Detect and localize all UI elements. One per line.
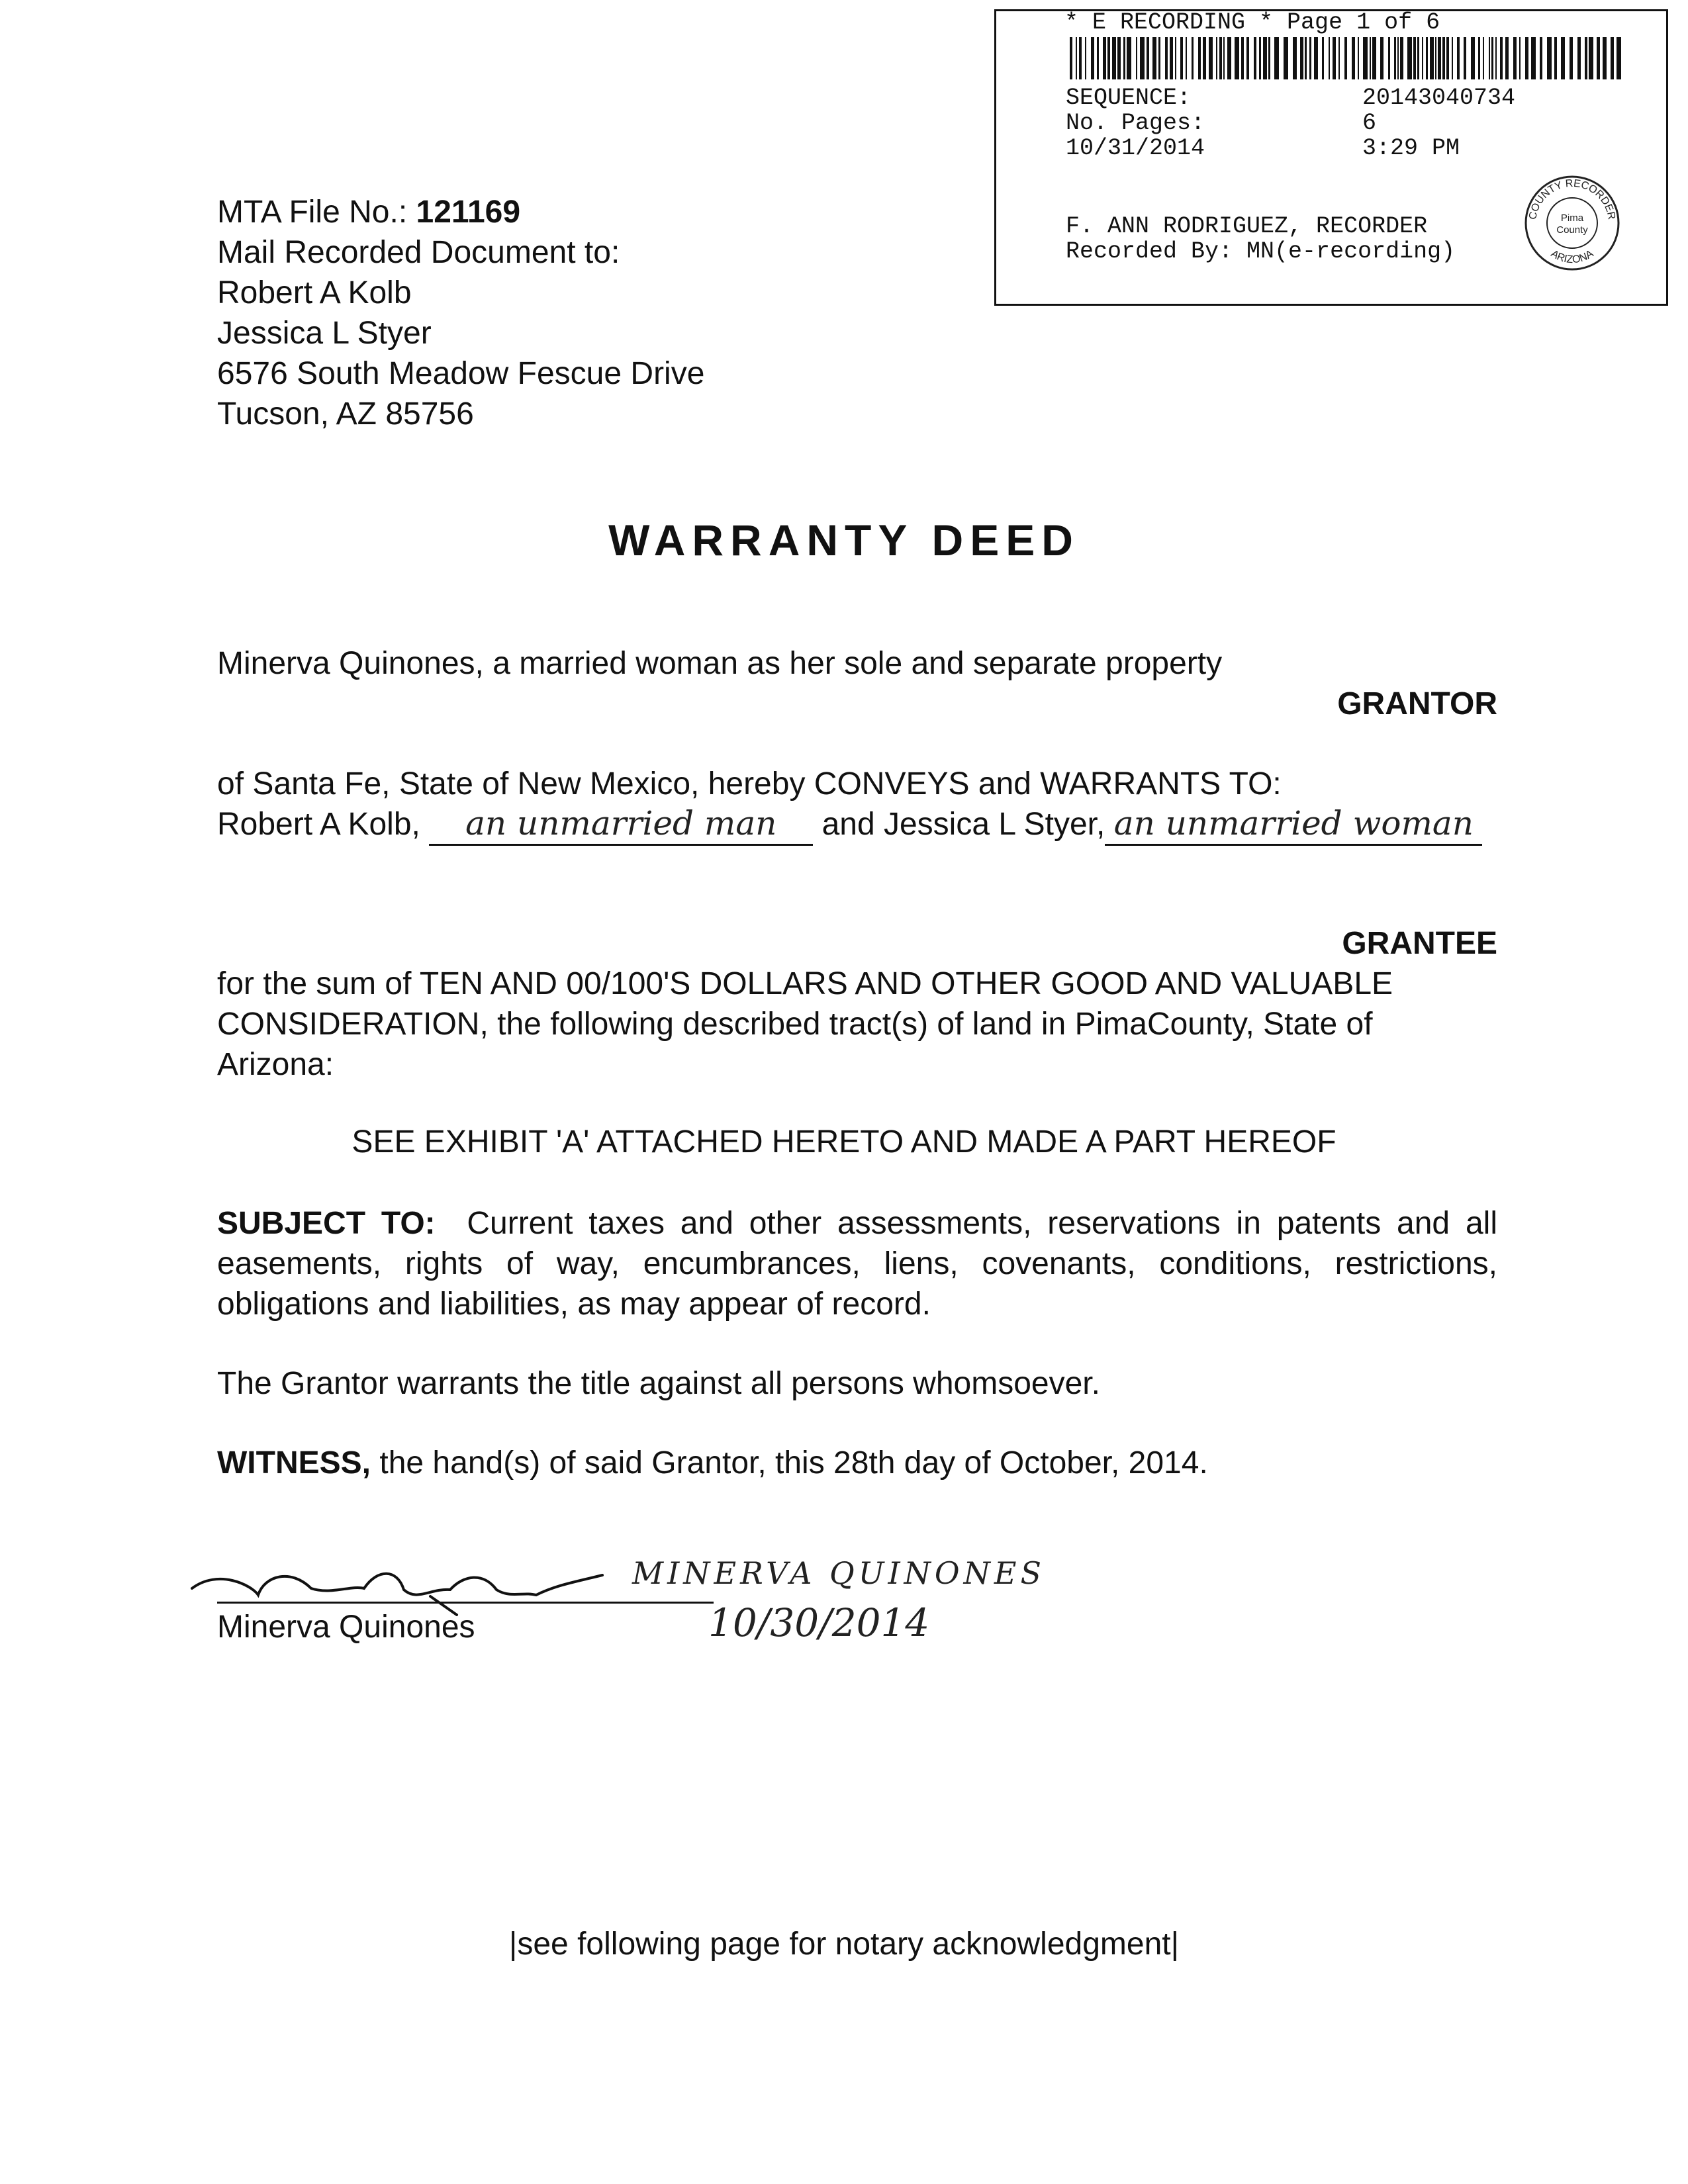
recording-time: 3:29 PM	[1362, 135, 1460, 161]
seal-center-1: Pima	[1560, 212, 1584, 224]
mail-line-2: Robert A Kolb	[217, 275, 412, 310]
witness-label: WITNESS,	[217, 1445, 371, 1480]
recorder-name: F. ANN RODRIGUEZ, RECORDER	[1066, 213, 1428, 240]
recorded-by: Recorded By: MN(e-recording)	[1066, 238, 1456, 265]
mail-line-5: Tucson, AZ 85756	[217, 396, 474, 432]
mail-line-3: Jessica L Styer	[217, 316, 432, 351]
county-seal-icon	[1523, 173, 1622, 273]
grantee-name-1: Robert A Kolb,	[217, 807, 420, 842]
handwritten-name: MINERVA QUINONES	[632, 1555, 1045, 1591]
subject-to-paragraph	[217, 1203, 1497, 1324]
notary-footer: |see following page for notary acknowledgment|	[508, 1927, 1180, 1962]
mail-block	[217, 192, 704, 434]
handwritten-date: 10/30/2014	[708, 1600, 930, 1645]
seal-bottom-text: ARIZONA	[1548, 248, 1596, 266]
grantor-label: GRANTOR	[1337, 686, 1497, 721]
conveys-line: of Santa Fe, State of New Mexico, hereby CONVEYS and WARRANTS TO:	[217, 766, 1282, 801]
warrants-text: The Grantor warrants the title against all persons whomsoever.	[217, 1366, 1100, 1401]
mail-line-1: Mail Recorded Document to:	[217, 235, 620, 270]
grantee-name-2: and Jessica L Styer,	[821, 807, 1105, 842]
handwritten-status-1: an unmarried man	[429, 803, 813, 846]
witness-line	[217, 1443, 1208, 1483]
stamp-header: * E RECORDING * Page 1 of 6	[1064, 9, 1440, 36]
recording-date: 10/31/2014	[1066, 135, 1205, 161]
file-label: MTA File No.:	[217, 195, 408, 230]
subject-to-label: SUBJECT TO:	[217, 1206, 436, 1241]
file-number: 121169	[416, 195, 521, 230]
consideration-text: for the sum of TEN AND 00/100'S DOLLARS AND OTHER GOOD AND VALUABLE CONSIDERATION, the following described tract(s) of land in PimaCounty, State of Arizona:	[217, 966, 1393, 1082]
grantee-names	[217, 803, 1482, 846]
subject-to-text: Current taxes and other assessments, reservations in patents and all easements, rights of way, encumbrances, liens, covenants, conditions, restrictions, obligations and liabilities, as may appear of record.	[217, 1206, 1497, 1322]
svg-text:ARIZONA	[1549, 248, 1596, 266]
witness-text: the hand(s) of said Grantor, this 28th day of October, 2014.	[379, 1445, 1208, 1480]
sequence-value: 20143040734	[1362, 85, 1516, 111]
grantor-text: Minerva Quinones, a married woman as her sole and separate property	[217, 646, 1223, 681]
mail-line-4: 6576 South Meadow Fescue Drive	[217, 356, 705, 391]
exhibit-line: SEE EXHIBIT 'A' ATTACHED HERETO AND MADE A PART HEREOF	[352, 1124, 1336, 1160]
pages-value: 6	[1362, 110, 1377, 136]
handwritten-status-2: an unmarried woman	[1105, 803, 1482, 846]
barcode	[1070, 37, 1626, 79]
signature-line	[217, 1602, 714, 1604]
signer-printed-name: Minerva Quinones	[217, 1610, 475, 1645]
document-title: WARRANTY DEED	[608, 516, 1080, 565]
seal-center-2: County	[1556, 224, 1588, 236]
sequence-label: SEQUENCE:	[1066, 85, 1192, 111]
seal-top-text: COUNTY RECORDER	[1527, 177, 1617, 221]
grantee-label: GRANTEE	[1342, 926, 1497, 961]
pages-label: No. Pages:	[1066, 110, 1205, 136]
